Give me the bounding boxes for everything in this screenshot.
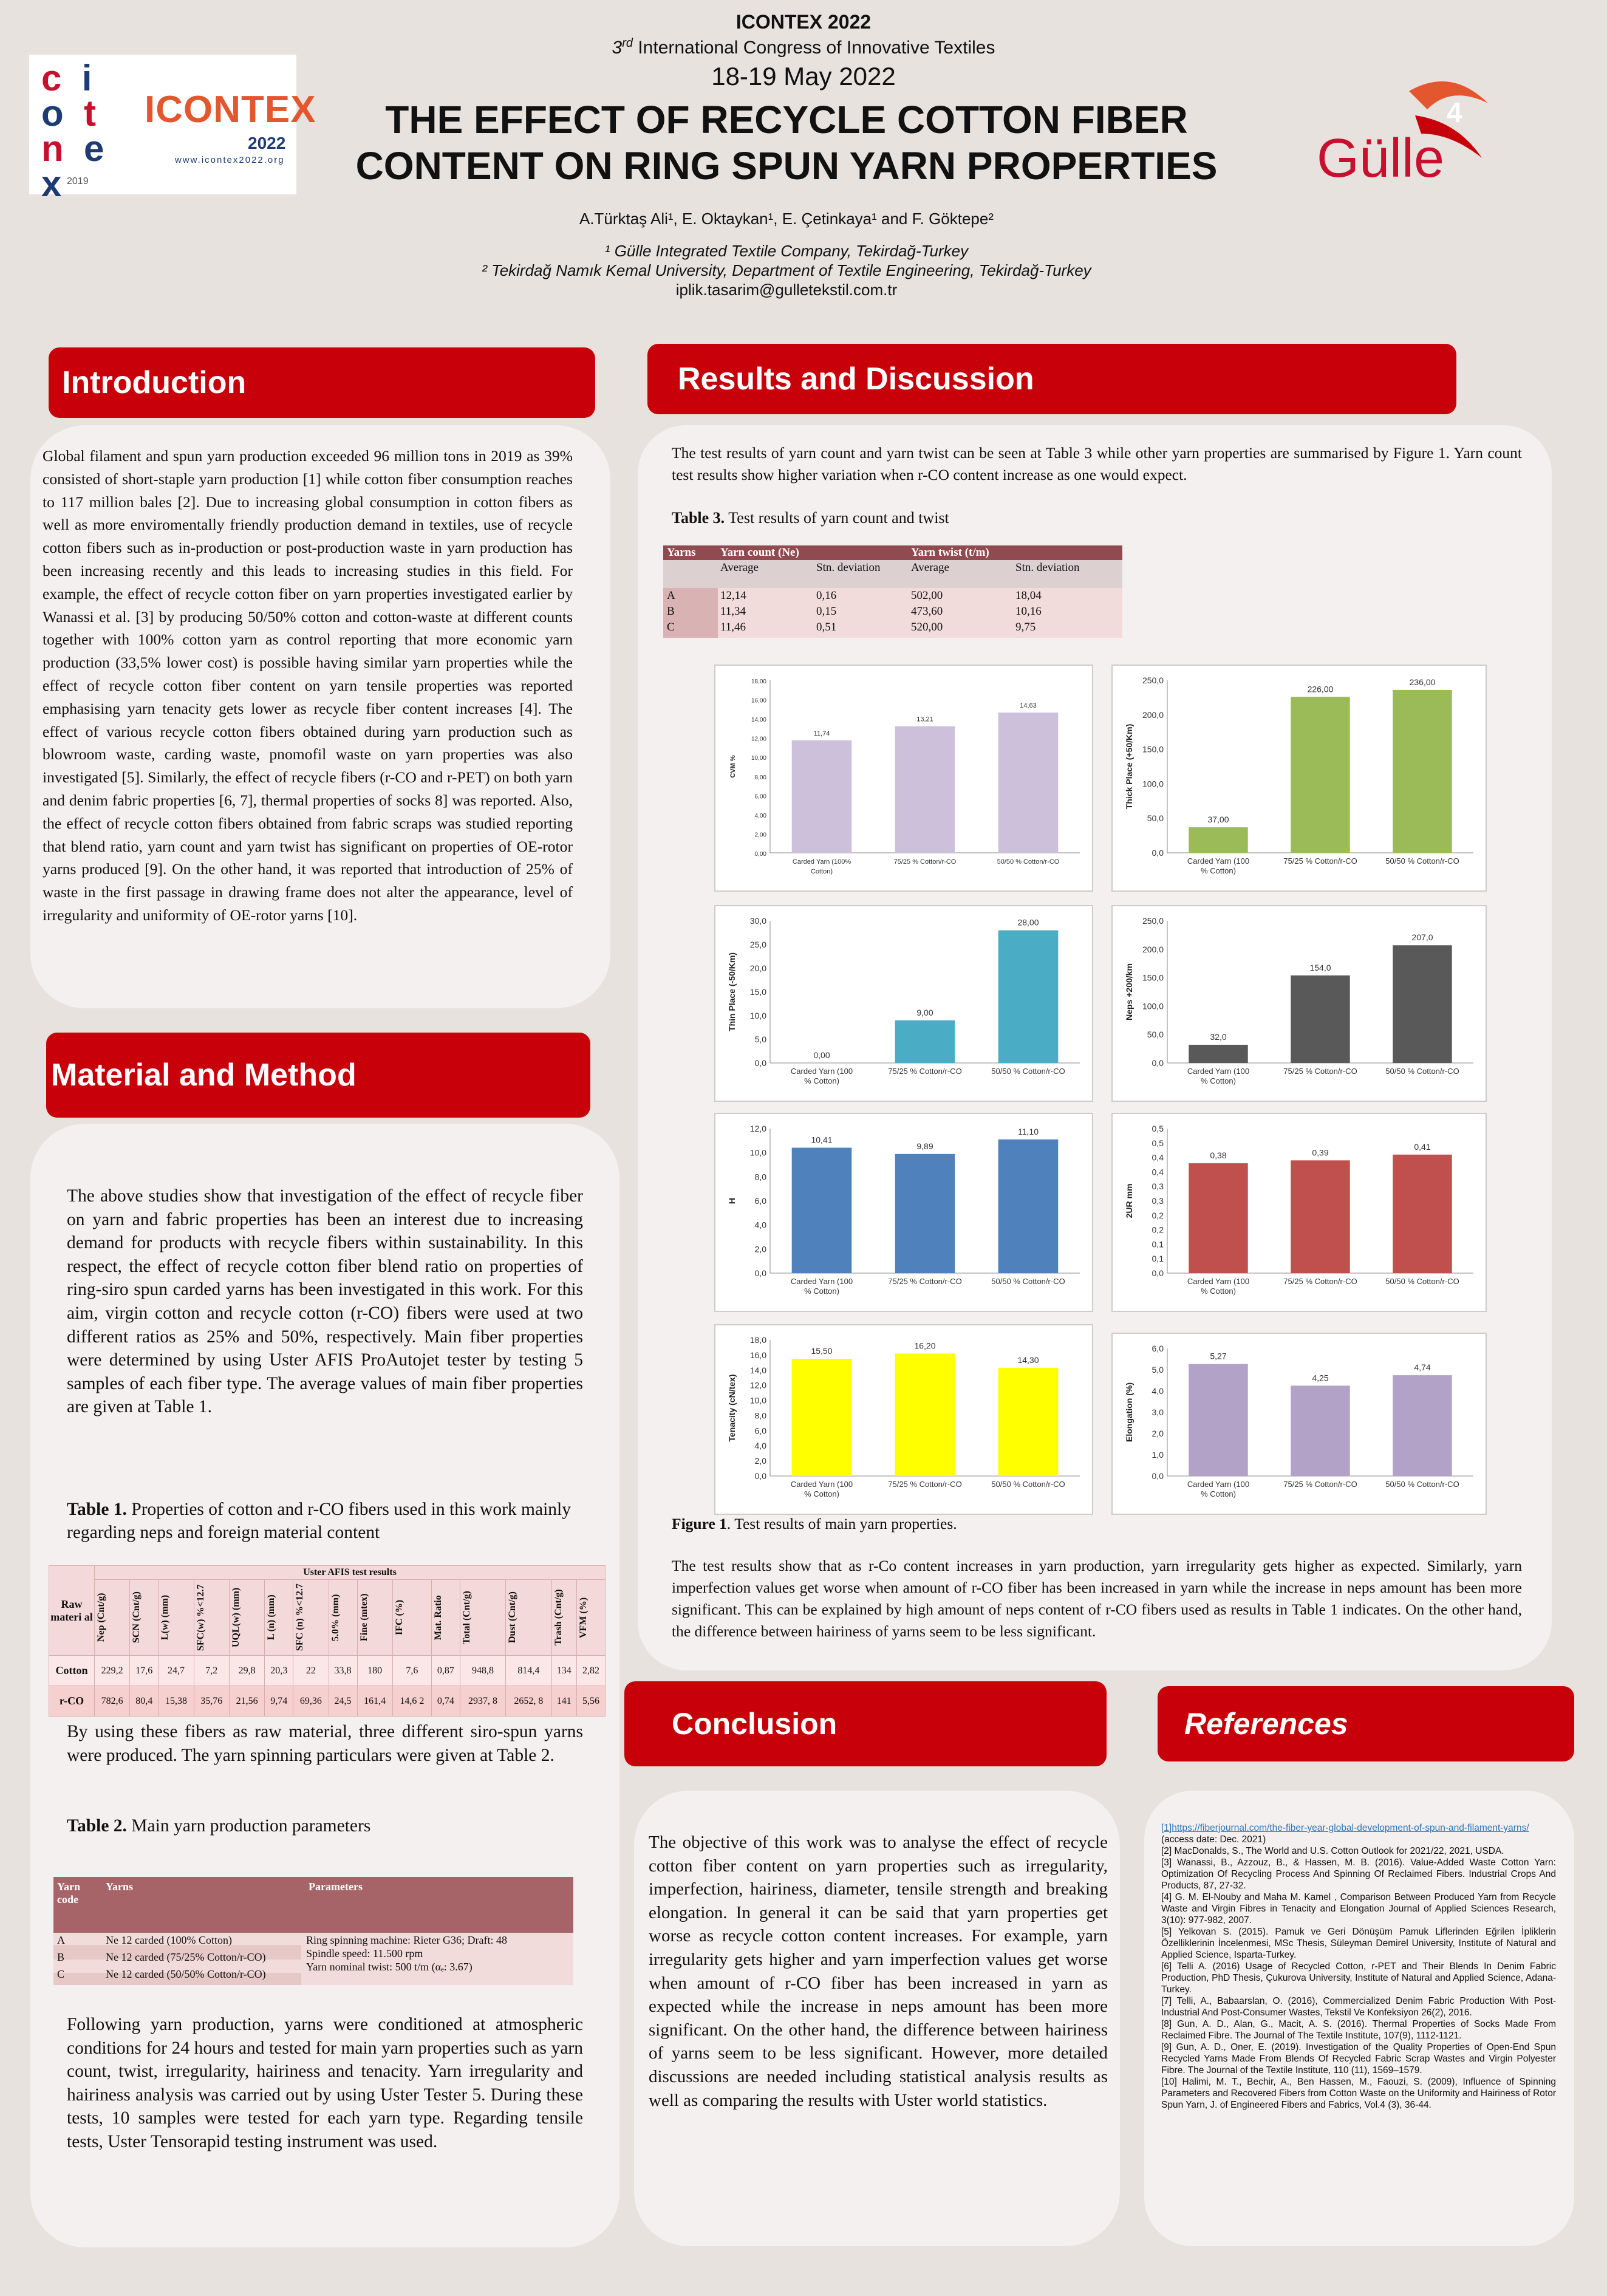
y-tick-label: 0,5: [1152, 1138, 1164, 1148]
affiliation-1: ¹ Gülle Integrated Textile Company, Tekirdağ-Turkey: [604, 242, 969, 260]
x-category-label: 75/25 % Cotton/r-CO: [893, 858, 957, 866]
y-tick-label: 10,0: [749, 1395, 766, 1406]
table2-code: B: [57, 1951, 65, 1963]
logo-icontex-small: 2019: [67, 176, 89, 186]
y-tick-label: 0,0: [1152, 1471, 1164, 1481]
y-tick-label: 18,00: [751, 678, 766, 685]
x-category-label: 75/25 % Cotton/r-CO: [888, 1277, 962, 1286]
logo-icontex-text: ICONTEX: [145, 89, 316, 131]
section-title-introduction: Introduction: [49, 347, 595, 418]
table3-h-count: Yarn count (Ne): [720, 546, 799, 559]
y-axis-label: Tenacity (cN/tex): [727, 1374, 737, 1442]
method-text-2: By using these fibers as raw material, three different siro-spun yarns were produced. The yarn spinning particulars were given at Table 2.: [67, 1722, 583, 1765]
y-tick-label: 10,0: [749, 1147, 766, 1158]
table2-header-yarns: Yarns: [106, 1881, 134, 1893]
table2: [53, 1877, 573, 1980]
x-category-label: 75/25 % Cotton/r-CO: [888, 1067, 962, 1076]
y-tick-label: 18,0: [749, 1335, 766, 1345]
x-category-label: 75/25 % Cotton/r-CO: [1283, 856, 1357, 866]
reference-item: [7] Telli, A., Babaarslan, O. (2016), Commercialized Denim Fabric Production With Post-Industrial And Post-Consumer Wastes, Tekstil Ve Konfeksiyon 26(2), 2016.: [1161, 1996, 1556, 2018]
table3-cell: 12,14: [720, 589, 746, 602]
y-tick-label: 4,0: [1152, 1386, 1164, 1396]
y-tick-label: 0,0: [1152, 848, 1164, 858]
results-text-2: The test results show that as r-Co content increases in yarn production, yarn irregularity gets higher as expected. Similarly, yarn imperfection values get worse when amount of r-CO fiber has been increased in yarn while the increase in neps amount has been more significant. This can be explained by high amount of neps content of r-CO fibers used as results in Table 1 indicates. On the other hand, the difference between hairiness of yarns seem to be less significant.: [672, 1557, 1522, 1640]
section-title-references: References: [1158, 1686, 1574, 1761]
bar: [998, 1368, 1059, 1476]
table1-row: Cotton 229,2 17,6 24,7 7,2 29,8 20,3 22 33,8 180 7,6 0,87 948,8 814,4 134 2,82: [49, 1656, 606, 1686]
table1-col-header: Fine (mtex): [357, 1580, 392, 1656]
y-tick-label: 4,0: [754, 1220, 766, 1230]
logo-icontex-year: 2022: [248, 134, 286, 152]
table1-col-header: Dust (Cnt/g): [506, 1580, 551, 1656]
bar-value-label: 0,38: [1210, 1150, 1227, 1161]
table3-h-yarns: Yarns: [667, 546, 696, 559]
x-category-label: 75/25 % Cotton/r-CO: [888, 1480, 962, 1489]
y-axis-label: 2UR mm: [1124, 1183, 1134, 1218]
introduction-panel: [30, 425, 610, 1008]
y-tick-label: 100,0: [1142, 779, 1164, 789]
y-tick-label: 0,3: [1152, 1196, 1164, 1206]
table3-row-name: C: [667, 621, 675, 634]
table3-caption: Table 3. Test results of yarn count and twist: [672, 509, 949, 527]
bar: [1393, 945, 1452, 1063]
bar-value-label: 5,27: [1210, 1351, 1227, 1361]
y-tick-label: 12,0: [749, 1380, 766, 1390]
bar-value-label: 11,10: [1018, 1126, 1039, 1136]
bar: [895, 1154, 955, 1273]
bar-value-label: 28,00: [1017, 917, 1039, 928]
table3: [663, 545, 1122, 638]
table3-row-name: B: [667, 605, 675, 618]
y-tick-label: 0,2: [1152, 1225, 1164, 1235]
references-list: [1161, 1822, 1556, 2111]
table3-sub-1: Average: [720, 561, 759, 574]
y-axis-label: Thin Place (-50/Km): [727, 952, 737, 1031]
bar-value-label: 16,20: [914, 1341, 936, 1351]
y-tick-label: 0,1: [1152, 1239, 1164, 1249]
table1-col-header: Trash (Cnt/g): [551, 1580, 576, 1656]
bar: [895, 726, 955, 853]
bar-value-label: 10,41: [811, 1135, 833, 1145]
table1-row: r-CO 782,6 80,4 15,38 35,76 21,56 9,74 69,36 24,5 161,4 14,6 2 0,74 2937, 8 2652, 8 141 5,56: [49, 1686, 606, 1717]
poster-title-1: THE EFFECT OF RECYCLE COTTON FIBER: [385, 98, 1188, 142]
bar-value-label: 14,63: [1020, 702, 1037, 710]
table3-cell: 11,46: [720, 621, 746, 634]
table3-sub-4: Stn. deviation: [1015, 561, 1080, 574]
y-tick-label: 2,00: [754, 832, 766, 839]
y-tick-label: 0,4: [1152, 1167, 1164, 1177]
bar-value-label: 0,41: [1414, 1141, 1431, 1152]
bar: [1189, 1163, 1247, 1273]
y-tick-label: 0,1: [1152, 1254, 1164, 1264]
reference-item: [5] Yelkovan S. (2015). Pamuk ve Geri Dönüşüm Pamuk Liflerinden Eğrilen İpliklerin Özelliklerinin İncelenmesi, MSc Thesis, Süleyman Demirel University, Institute of Natural and Applied Science, Isparta-Turkey.: [1161, 1927, 1556, 1960]
y-tick-label: 50,0: [1147, 813, 1164, 824]
x-category-label: Carded Yarn (100 % Cotton): [790, 1067, 853, 1085]
y-tick-label: 20,0: [749, 963, 766, 973]
table1-col-header: Nep (Cnt/g): [95, 1580, 130, 1656]
table3-h-twist: Yarn twist (t/m): [911, 546, 989, 559]
bar-value-label: 207,0: [1411, 932, 1433, 943]
table1-col-header: L (n) (mm): [265, 1580, 293, 1656]
x-category-label: Carded Yarn (100 % Cotton): [790, 1277, 853, 1296]
y-tick-label: 0,4: [1152, 1152, 1164, 1163]
contact-email: iplik.tasarim@gulletekstil.com.tr: [675, 281, 898, 299]
bar: [895, 1020, 955, 1063]
reference-item: [8] Gun, A. D., Alan, G., Macit, A. S. (2016). Thermal Properties of Socks Made From Reclaimed Fibre. The Journal of The Textile Institute, 107(9), 1112-1121.: [1161, 2019, 1556, 2041]
table1-group: Uster AFIS test results: [95, 1566, 606, 1580]
bar-value-label: 0,39: [1312, 1147, 1329, 1158]
chart-thick-place: [1111, 665, 1487, 892]
bar-value-label: 154,0: [1309, 962, 1331, 972]
method-text-3: Following yarn production, yarns were conditioned at atmospheric conditions for 24 hours and tested for main yarn properties such as yarn count, twist, irregularity, hairiness and tenacity. Yarn irregularity and hairiness analysis was carried out by using Uster Tester 5. During these tests, 10 samples were tested for each yarn type. Regarding tensile tests, Uster Tensorapid testing instrument was used.: [67, 2015, 583, 2151]
conclusion-text: The objective of this work was to analyse the effect of recycle cotton fiber content on yarn properties such as irregularity, imperfection, hairiness, diameter, tensile strength and breaking elongation. In general it can be said that yarn properties get worse as recycle cotton content increases. For example, yarn irregularity gets higher and yarn imperfection values get worse when amount of r-CO fiber has been increased in yarn as expected while the increase in neps amount has been more significant. On the other hand, the difference between hairiness of yarns seem to be less significant. However, more detailed discussions are needed including statistical analysis results as well as comparing the results with Uster world statistics.: [649, 1833, 1108, 2110]
y-tick-label: 0,0: [754, 1268, 766, 1278]
y-tick-label: 14,00: [751, 717, 766, 724]
table1-col-header: Total (Cnt/g): [460, 1580, 505, 1656]
table2-code: C: [57, 1968, 65, 1980]
conference-name: ICONTEX 2022: [735, 11, 872, 33]
x-category-label: 50/50 % Cotton/r-CO: [1385, 856, 1459, 866]
x-category-label: 50/50 % Cotton/r-CO: [1385, 1480, 1459, 1489]
table2-header-code: Yarn code: [57, 1881, 81, 1905]
table1-caption: Table 1. Properties of cotton and r-CO fibers used in this work mainly regarding neps and foreign material content: [67, 1500, 571, 1542]
table2-yarn: Ne 12 carded (75/25% Cotton/r-CO): [106, 1951, 266, 1963]
bar: [895, 1353, 955, 1476]
table2-param-3: Yarn nominal twist: 500 t/m (αₑ: 3.67): [306, 1961, 473, 1973]
y-axis-label: CVM %: [729, 755, 737, 778]
reference-item: [2] MacDonalds, S., The World and U.S. Cotton Outlook for 2021/22, 2021, USDA.: [1161, 1846, 1504, 1856]
bar-value-label: 13,21: [916, 716, 933, 723]
y-tick-label: 250,0: [1142, 916, 1164, 926]
bar-value-label: 226,00: [1307, 684, 1334, 694]
bar: [792, 740, 852, 853]
y-tick-label: 16,0: [749, 1350, 766, 1360]
table3-cell: 473,60: [911, 605, 943, 618]
table3-cell: 520,00: [911, 621, 943, 634]
y-tick-label: 30,0: [749, 916, 766, 926]
x-category-label: Carded Yarn (100 % Cotton): [1187, 1067, 1250, 1085]
table3-cell: 0,51: [816, 621, 837, 634]
y-tick-label: 25,0: [749, 940, 766, 949]
bar: [998, 712, 1059, 853]
reference-item: [6] Telli A. (2016) Usage of Recycled Cotton, r-PET and Their Blends In Denim Fabric Production, PhD Thesis, Çukurova University, Institute of Natural and Applied Science, Adana-Turkey.: [1161, 1961, 1556, 1995]
table1-col-header: UQL(w) (mm): [229, 1580, 264, 1656]
bar: [1189, 1045, 1247, 1063]
table2-header-params: Parameters: [309, 1881, 363, 1893]
x-category-label: Carded Yarn (100 % Cotton): [1187, 856, 1250, 875]
reference-item: [3] Wanassi, B., Azzouz, B., & Hassen, M. B. (2016). Value-Added Waste Cotton Yarn: Optimization Of Recycling Process And Spinning Of Reclaimed Fibers. Industrial Crops And Products, 87, 27-32.: [1161, 1857, 1556, 1891]
bar-value-label: 11,74: [813, 729, 830, 737]
chart-s2: [1111, 1113, 1487, 1312]
y-tick-label: 0,2: [1152, 1210, 1164, 1220]
y-tick-label: 0,0: [1152, 1058, 1164, 1068]
y-tick-label: 5,0: [1152, 1365, 1164, 1375]
y-tick-label: 0,0: [1152, 1268, 1164, 1278]
references-panel: [1144, 1791, 1574, 2246]
bar: [1393, 1155, 1452, 1273]
bar: [792, 1359, 852, 1476]
table3-cell: 9,75: [1015, 621, 1036, 634]
y-tick-label: 6,0: [754, 1426, 766, 1436]
x-category-label: Carded Yarn (100 % Cotton): [790, 1480, 853, 1498]
y-tick-label: 0,0: [754, 1471, 766, 1481]
y-tick-label: 12,00: [751, 736, 766, 743]
chart-neps: [1111, 905, 1487, 1102]
x-category-label: Carded Yarn (100% Cotton): [792, 858, 851, 875]
y-tick-label: 4,00: [754, 812, 766, 819]
y-axis-label: Thick Place (+50/Km): [1124, 723, 1134, 810]
reference-link-1[interactable]: [1]https://fiberjournal.com/the-fiber-year-global-development-of-spun-and-filament-yarns/: [1161, 1823, 1529, 1833]
y-tick-label: 15,0: [749, 987, 766, 997]
bar-value-label: 15,50: [811, 1346, 833, 1356]
y-tick-label: 0,00: [754, 851, 766, 858]
table1-col-header: SFC (n) %<12.7: [293, 1580, 329, 1656]
table1-col-header: SCN (Cnt/g): [130, 1580, 159, 1656]
bar-value-label: 37,00: [1207, 814, 1229, 824]
bar: [1393, 690, 1452, 853]
bar: [1291, 975, 1349, 1063]
x-category-label: 75/25 % Cotton/r-CO: [1283, 1067, 1357, 1076]
y-axis-label: H: [727, 1197, 737, 1204]
table1-col-header: IFC (%): [392, 1580, 431, 1656]
bar: [1393, 1375, 1452, 1476]
y-tick-label: 6,0: [754, 1196, 766, 1206]
y-axis-label: Elongation (%): [1124, 1382, 1134, 1442]
bar-value-label: 14,30: [1017, 1355, 1039, 1365]
reference-item: [4] G. M. El-Nouby and Maha M. Kamel , Comparison Between Produced Yarn from Recycle Waste and Virgin Fibres in Tenacity and Elongation Journal of Applied Sciences Research, 3(10): 977-982, 2007.: [1161, 1892, 1556, 1925]
y-tick-label: 10,00: [751, 755, 766, 762]
table2-yarn: Ne 12 carded (100% Cotton): [106, 1934, 232, 1946]
logo-icontex: c i o t n e x 2019 ICONTEX 2022 www.icontex2022.org: [29, 55, 296, 194]
table1-col-header: VFM (%): [576, 1580, 605, 1656]
bar-value-label: 9,89: [916, 1141, 933, 1151]
congress-line: 3rd International Congress of Innovative Textiles: [612, 36, 995, 58]
bar: [998, 1139, 1059, 1273]
bar-value-label: 0,00: [813, 1050, 830, 1060]
table2-code: A: [57, 1934, 65, 1946]
x-category-label: 75/25 % Cotton/r-CO: [1283, 1277, 1357, 1286]
y-tick-label: 0,3: [1152, 1181, 1164, 1192]
y-tick-label: 10,0: [749, 1011, 766, 1020]
results-panel: [638, 425, 1552, 1670]
reference-item-1: [1]https://fiberjournal.com/the-fiber-year-global-development-of-spun-and-filament-yarns/ (access date: Dec. 2021): [1161, 1823, 1529, 1845]
y-tick-label: 5,0: [754, 1034, 766, 1044]
section-title-results: Results and Discussion: [647, 344, 1456, 414]
x-category-label: 50/50 % Cotton/r-CO: [991, 1277, 1065, 1286]
logo-gulle: [1312, 67, 1494, 194]
conference-dates: 18-19 May 2022: [711, 62, 896, 91]
x-category-label: 75/25 % Cotton/r-CO: [1283, 1480, 1357, 1489]
table3-cell: 11,34: [720, 605, 746, 618]
table1: [49, 1565, 606, 1717]
logo-icontex-url: www.icontex2022.org: [175, 155, 285, 165]
bar: [1189, 1364, 1247, 1476]
x-category-label: 50/50 % Cotton/r-CO: [1385, 1277, 1459, 1286]
bar-value-label: 236,00: [1409, 677, 1436, 687]
section-title-conclusion: Conclusion: [624, 1681, 1107, 1766]
table3-row-name: A: [667, 589, 675, 602]
x-category-label: 50/50 % Cotton/r-CO: [997, 858, 1060, 866]
x-category-label: 50/50 % Cotton/r-CO: [991, 1480, 1065, 1489]
gulle-mark-number: 4: [1447, 97, 1462, 128]
chart-cvm: [714, 665, 1093, 892]
chart-elongation: [1111, 1333, 1487, 1515]
table1-rowhead: Raw materi al: [49, 1566, 95, 1656]
table3-cell: 502,00: [911, 589, 943, 602]
reference-item: [10] Halimi, M. T., Bechir, A., Ben Hassen, M., Faouzi, S. (2009), Influence of Spinning Parameters and Recovered Fibers from Cotton Waste on the Uniformity and Hairiness of Rotor Spun Yarn, J. of Engineered Fibers and Fabrics, Vol.4 (3), 36-44.: [1161, 2077, 1556, 2110]
y-tick-label: 3,0: [1152, 1407, 1164, 1417]
method-panel: [30, 1124, 619, 2247]
table1-col-header: 5.0% (mm): [329, 1580, 357, 1656]
table2-yarn: Ne 12 carded (50/50% Cotton/r-CO): [106, 1968, 266, 1980]
section-title-material-method: Material and Method: [46, 1033, 590, 1118]
figure-caption: Figure 1. Test results of main yarn properties.: [672, 1515, 957, 1532]
table3-cell: 0,15: [816, 605, 837, 618]
method-text-1: The above studies show that investigation of the effect of recycle fiber on yarn and fabric properties has been an interest due to increasing demand for products with recycle fibers within sustainability. In this respect, the effect of recycle cotton fiber blend ratio on properties of ring-siro spun carded yarns has been investigated in this work. For this aim, virgin cotton and recycle cotton (r-CO) fibers were used at two different ratios as 25% and 50%, respectively. Main fiber properties were determined by using Uster AFIS ProAutojet tester by testing 5 samples of each fiber type. The average values of main fiber properties are given at Table 1.: [67, 1186, 583, 1417]
bar: [998, 931, 1059, 1063]
table2-param-1: Ring spinning machine: Rieter G36; Draft: 48: [306, 1934, 507, 1946]
y-tick-label: 50,0: [1147, 1030, 1164, 1040]
y-tick-label: 200,0: [1142, 944, 1164, 954]
conclusion-panel: [634, 1791, 1120, 2246]
x-category-label: Carded Yarn (100 % Cotton): [1187, 1480, 1250, 1498]
y-tick-label: 200,0: [1142, 709, 1164, 720]
chart-hairiness: [714, 1113, 1093, 1312]
bar: [1291, 1160, 1349, 1273]
bar-value-label: 4,25: [1312, 1373, 1329, 1383]
table3-sub-2: Stn. deviation: [816, 561, 881, 574]
table1-col-header: SFC(w) %<12.7: [194, 1580, 229, 1656]
y-tick-label: 2,0: [754, 1244, 766, 1254]
bar: [1189, 827, 1247, 853]
y-tick-label: 2,0: [754, 1456, 766, 1466]
introduction-text: Global filament and spun yarn production exceeded 96 million tons in 2019 as 39% consisted of short-staple yarn production [1] while cotton fiber consumption reaches to 117 million bales [2]. Due to increasing global consumption in cotton fibers as well as more enviromentally friendly production demand in textiles, use of recycle cotton fibers such as in-production or post-production waste in yarn production has been increasing recently and this leads to increasing studies in this field. For example, the effect of recycle cotton fiber on yarn properties investigated earlier by Wanassi et al. [3] by producing 50/50% cotton and cotton-waste at different counts together with 100% cotton yarn as control reporting that more economic yarn production (33,5% lower cost) is possible having similar yarn properties while the effect of recycle cotton fiber content on yarn tensile properties was reported emphasising yarn tenacity gets lower as recycle fiber content increases [4]. The effect of various recycle cotton fibers obtained during yarn production such as blowroom waste, carding waste, pnomofil waste on yarn properties was also investigated [5]. Similarly, the effect of recycle fibers (r-CO and r-PET) on both yarn and denim fabric properties [6, 7], thermal properties of socks 8] was reported. Also, the effect of recycle cotton fibers obtained from fabric scraps was studied reporting that blend ratio, yarn count and yarn twist has significant on properties of OE-rotor yarns produced [9]. On the other hand, it was reported that introduction of 25% of waste in the first passage in drawing frame does not alter the appearance, level of irregularity and uniformity of OE-rotor yarns [10].: [43, 447, 573, 924]
y-tick-label: 0,5: [1152, 1124, 1164, 1133]
poster-title-2: CONTENT ON RING SPUN YARN PROPERTIES: [355, 144, 1218, 188]
y-tick-label: 14,0: [749, 1365, 766, 1375]
authors: A.Türktaş Ali¹, E. Oktaykan¹, E. Çetinkaya¹ and F. Göktepe²: [579, 210, 994, 228]
table1-col-header: L(w) (mm): [159, 1580, 194, 1656]
y-axis-label: Neps +200/km: [1124, 963, 1134, 1020]
y-tick-label: 250,0: [1142, 675, 1164, 685]
bar: [792, 1148, 852, 1273]
table3-cell: 0,16: [816, 589, 837, 602]
results-text-1: The test results of yarn count and yarn twist can be seen at Table 3 while other yarn properties are summarised by Figure 1. Yarn count test results show higher variation when r-CO content increase as one would expect.: [672, 444, 1522, 483]
bar: [1291, 697, 1349, 853]
table1-col-header: Mat. Ratio: [431, 1580, 460, 1656]
y-tick-label: 16,00: [751, 697, 766, 705]
y-tick-label: 1,0: [1152, 1450, 1164, 1460]
table2-caption: Table 2. Main yarn production parameters: [67, 1816, 371, 1836]
x-category-label: 50/50 % Cotton/r-CO: [1385, 1067, 1459, 1076]
x-category-label: Carded Yarn (100 % Cotton): [1187, 1277, 1250, 1296]
reference-item: [9] Gun, A. D., Oner, E. (2019). Investigation of the Quality Properties of Open-End Spun Recycled Yarns Made From Blends Of Recycled Fabric Scrap Wastes and Virgin Polyester Fibre. The Journal of the Textile Institute, 110 (11), 1569–1579.: [1161, 2042, 1556, 2076]
bar-value-label: 32,0: [1210, 1032, 1227, 1042]
affiliation-2: ² Tekirdağ Namık Kemal University, Department of Textile Engineering, Tekirdağ-Turkey: [482, 261, 1091, 279]
y-tick-label: 2,0: [1152, 1429, 1164, 1438]
y-tick-label: 8,0: [754, 1172, 766, 1182]
y-tick-label: 6,00: [754, 793, 766, 801]
y-tick-label: 12,0: [749, 1124, 766, 1133]
table2-param-2: Spindle speed: 11.500 rpm: [306, 1947, 423, 1959]
x-category-label: 50/50 % Cotton/r-CO: [991, 1067, 1065, 1076]
bar-value-label: 4,74: [1414, 1362, 1431, 1373]
y-tick-label: 100,0: [1142, 1001, 1164, 1011]
table3-cell: 18,04: [1015, 589, 1042, 602]
gulle-logo-text: Gülle: [1317, 128, 1445, 189]
table3-sub-3: Average: [911, 561, 949, 574]
y-tick-label: 8,0: [754, 1410, 766, 1421]
y-tick-label: 150,0: [1142, 744, 1164, 754]
bar: [1291, 1385, 1349, 1476]
y-tick-label: 4,0: [754, 1441, 766, 1451]
y-tick-label: 8,00: [754, 774, 766, 781]
table3-cell: 10,16: [1015, 605, 1042, 618]
chart-thin-place: [714, 905, 1093, 1102]
y-tick-label: 150,0: [1142, 972, 1164, 983]
y-tick-label: 6,0: [1152, 1344, 1164, 1353]
y-tick-label: 0,0: [754, 1058, 766, 1068]
bar-value-label: 9,00: [916, 1007, 933, 1017]
chart-tenacity: [714, 1324, 1093, 1515]
